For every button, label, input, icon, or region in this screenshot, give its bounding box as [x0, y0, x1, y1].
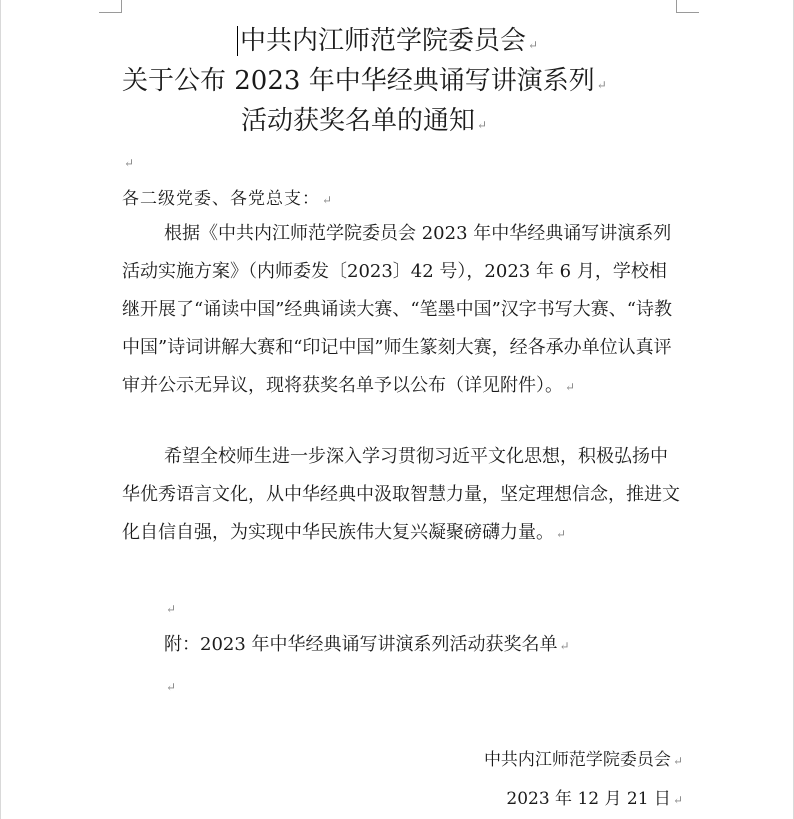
signature-date[interactable]: 2023 年 12 月 21 日 ↵	[506, 789, 683, 809]
paragraph-mark-icon: ↵	[124, 156, 135, 170]
paragraph-mark-icon: ↵	[672, 793, 683, 807]
paragraph-mark-icon: ↵	[559, 639, 570, 653]
empty-paragraph[interactable]	[164, 598, 176, 617]
empty-paragraph[interactable]	[122, 152, 134, 171]
empty-paragraph[interactable]	[164, 676, 176, 695]
margin-corner-top-right	[676, 0, 699, 13]
body-paragraph-1[interactable]: 根据《中共内江师范学院委员会 2023 年中华经典诵写讲演系列活动实施方案》（内师委发〔2023〕42 号），2023 年 6 月，学校相继开展了“诵读中国”经典诵读大赛、“笔墨中国”汉字书写大赛、“诗教中国”诗词讲解大赛和“印记中国”师生篆刻大赛，经各承办单位认真评审并公示无异议，现将获奖名单予以公布（详见附件）。 ↵	[122, 223, 673, 396]
paragraph-mark-icon: ↵	[672, 754, 683, 768]
body-paragraph-2[interactable]: 希望全校师生进一步深入学习贯彻习近平文化思想，积极弘扬中华优秀语言文化，从中华经典中汲取智慧力量，坚定理想信念，推进文化自信自强，为实现中华民族伟大复兴凝聚磅礴力量。 ↵	[122, 446, 680, 543]
paragraph-mark-icon: ↵	[322, 193, 334, 207]
paragraph-mark-icon: ↵	[556, 527, 567, 541]
signature-organization[interactable]: 中共内江师范学院委员会 ↵	[483, 750, 683, 770]
title-line-3[interactable]: 活动获奖名单的通知 ↵	[241, 106, 488, 136]
title-line-1[interactable]: 中共内江师范学院委员会 ↵	[237, 26, 538, 60]
attachment-line[interactable]: 附：2023 年中华经典诵写讲演系列活动获奖名单 ↵	[164, 634, 570, 655]
text-cursor	[237, 26, 238, 56]
margin-corner-top-left	[99, 0, 122, 13]
paragraph-mark-icon: ↵	[528, 38, 539, 52]
paragraph-mark-icon: ↵	[477, 118, 488, 132]
paragraph-mark-icon: ↵	[596, 78, 607, 92]
salutation[interactable]: 各二级党委、各党总支： ↵	[122, 189, 334, 209]
paragraph-mark-icon: ↵	[166, 680, 177, 694]
title-line-2[interactable]: 关于公布 2023 年中华经典诵写讲演系列 ↵	[122, 66, 607, 96]
paragraph-mark-icon: ↵	[565, 380, 576, 394]
paragraph-mark-icon: ↵	[166, 602, 177, 616]
